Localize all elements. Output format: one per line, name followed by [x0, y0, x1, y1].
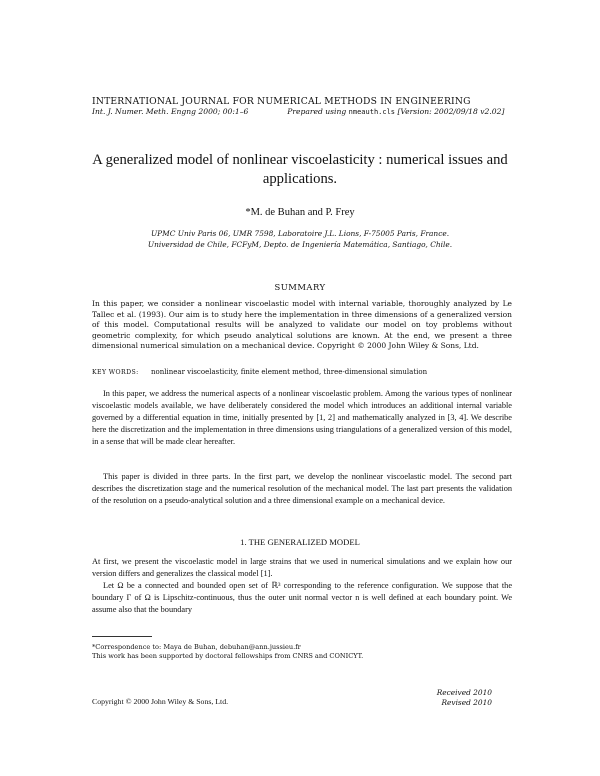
- affiliation-1: UPMC Univ Paris 06, UMR 7598, Laboratoire J.L. Lions, F-75005 Paris, France.: [150, 229, 450, 238]
- class-file: nmeauth.cls: [348, 108, 396, 116]
- prepared-using: Prepared using: [287, 107, 347, 116]
- summary-heading: SUMMARY: [274, 282, 326, 292]
- received-dates: [380, 688, 492, 707]
- revised: Revised 2010: [441, 697, 492, 707]
- abstract-text: In this paper, we consider a nonlinear viscoelastic model with internal variable, thoroughly analyzed by Le Tallec et al. (1993). Our aim is to study here the implementation in three dimensions of a generalized version of this model. Computational results will be analyzed to validate our model on toy problems without geometric complexity, for which pseudo analytical solutions are known. At the end, we present a three dimensional numerical simulation on a mechanical device. Copyright © 2000 John Wiley & Sons, Ltd.: [92, 299, 512, 351]
- citation: Int. J. Numer. Meth. Engng 2000; 00:1–6: [92, 107, 249, 116]
- affiliation-2: Universidad de Chile, FCFyM, Depto. de Ingeniería Matemática, Santiago, Chile.: [147, 240, 453, 249]
- intro-paragraph-2: This paper is divided in three parts. In the first part, we develop the nonlinear viscoelastic model. The second part describes the discretization stage and the numerical resolution of the mechanical model. The last part presents the validation of the resolution on a pseudo-analytical solution and a three dimensional example on a mechanical device.: [92, 472, 512, 505]
- journal-name: INTERNATIONAL JOURNAL FOR NUMERICAL METHODS IN ENGINEERING: [92, 96, 471, 107]
- footnote-rule: [92, 636, 152, 637]
- keywords-label: KEY WORDS:: [92, 369, 139, 376]
- version: [Version: 2002/09/18 v2.02]: [397, 107, 505, 116]
- keywords-list: nonlinear viscoelasticity, finite element method, three-dimensional simulation: [151, 368, 428, 376]
- paper-title: A generalized model of nonlinear viscoelasticity : numerical issues and applications.: [92, 152, 508, 187]
- section-paragraph-1: At first, we present the viscoelastic model in large strains that we used in numerical simulations and we explain how our version differs and generalizes the classical model [1].: [92, 557, 512, 578]
- footnote-correspondence: *Correspondence to: Maya de Buhan, debuhan@ann.jussieu.fr: [92, 643, 301, 651]
- footnotes: [92, 643, 512, 661]
- section-heading: 1. THE GENERALIZED MODEL: [240, 537, 360, 547]
- copyright: Copyright © 2000 John Wiley & Sons, Ltd.: [92, 697, 229, 706]
- authors: *M. de Buhan and P. Frey: [245, 207, 355, 218]
- intro-paragraph-1: In this paper, we address the numerical aspects of a nonlinear viscoelastic problem. Among the various types of nonlinear viscoelastic models available, we have deliberately considered the model which introduces an additional internal variable governed by a differential equation in time, initially presented by [1, 2] and mathematically analyzed in [3, 4]. We describe here the discretization and the implementation in three dimensions using triangulations of a generalized version of this model, in a sense that will be made clear hereafter.: [92, 389, 512, 446]
- citation-line: [92, 107, 512, 116]
- affiliations: [60, 228, 540, 250]
- section-paragraph-2: Let Ω be a connected and bounded open set of ℝ³ corresponding to the reference configuration. We suppose that the boundary Γ of Ω is Lipschitz-continuous, thus the outer unit normal vector n is well defined at each boundary point. We assume also that the boundary: [92, 581, 512, 614]
- keywords: [92, 368, 512, 376]
- received: Received 2010: [436, 688, 492, 697]
- footnote-support: This work has been supported by doctoral fellowships from CNRS and CONICYT.: [92, 652, 364, 660]
